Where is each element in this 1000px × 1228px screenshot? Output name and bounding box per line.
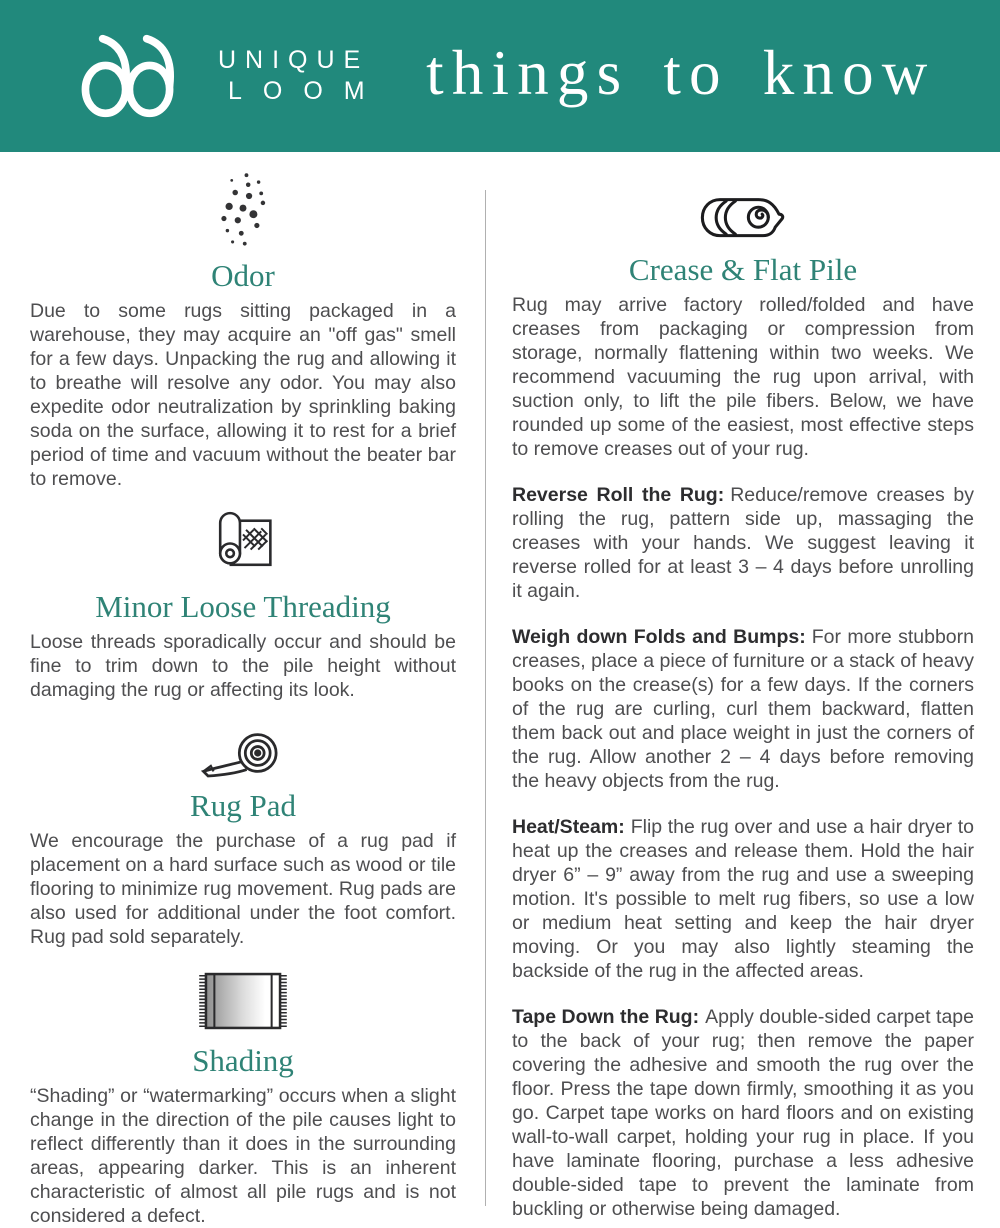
brand-logo [76, 32, 386, 120]
section-body-shading: “Shading” or “watermarking” occurs when a slight change in the direction of the pile causes light to reflect differently than it does in the surrounding areas, appearing darker. This is an inherent characteristic of almost all pile rugs and is not considered a defect. [30, 1085, 456, 1227]
content-area [0, 152, 1000, 1228]
section-heading-loose-threading: Minor Loose Threading [95, 589, 391, 624]
right-column [512, 152, 974, 1221]
step-weigh-down-label: Weigh down Folds and Bumps: [512, 626, 806, 648]
brand-name-line2: LOOM [228, 77, 386, 105]
section-heading-rug-pad: Rug Pad [190, 788, 296, 823]
step-heat-steam-text: Flip the rug over and use a hair dryer to heat up the creases and release them. Hold the hair dryer 6” – 9” away from the rug and use a sweeping motion. It's possible to melt rug fibers, so use a low or medium heat setting and keep the hair dryer moving. Or you may also lightly steaming the backside of the rug in the affected areas. [512, 816, 974, 982]
section-body-odor: Due to some rugs sitting packaged in a warehouse, they may acquire an "off gas" smell for a few days. Unpacking the rug and allowing it to breathe will resolve any odor. You may also expedite odor neutralization by sprinkling baking soda on the surface, allowing it to rest for a brief period of time and vacuum without the beater bar to remove. [30, 300, 456, 490]
section-crease-flat-pile [512, 192, 974, 1221]
section-heading-crease-flat-pile: Crease & Flat Pile [628, 252, 858, 287]
section-body-rug-pad: We encourage the purchase of a rug pad if placement on a hard surface such as wood or tile flooring to minimize rug movement. Rug pads are also used for additional under the foot comfort. Rug pad sold separately. [30, 830, 456, 948]
step-heat-steam [512, 815, 974, 983]
step-tape-down-text: Apply double-sided carpet tape to the back of your rug; then remove the paper covering the adhesive and smooth the rug over the floor. Press the tape down firmly, smoothing it as you go. Carpet tape works on hard floors and on existing wall-to-wall carpet, holding your rug in place. If you have laminate flooring, purchase a less adhesive double-sided tape to prevent the laminate from buckling or otherwise being damaged. [512, 1006, 974, 1220]
step-weigh-down-text: For more stubborn creases, place a piece of furniture or a stack of heavy books on the crease(s) for a few days. If the corners of the rug are curling, curl them backward, flatten them back out and place weight in just the corners of the rug. Allow another 2 – 4 days before removing the heavy objects from the rug. [512, 626, 974, 792]
rug-pad-roll-icon [197, 728, 289, 778]
step-tape-down-label: Tape Down the Rug: [512, 1006, 700, 1028]
step-reverse-roll [512, 483, 974, 603]
left-column [30, 152, 456, 1228]
column-divider [485, 190, 486, 1206]
page-title: things to know [426, 37, 936, 108]
section-odor [30, 170, 456, 491]
brand-name [218, 45, 386, 108]
section-heading-shading: Shading [192, 1043, 294, 1078]
section-loose-threading [30, 505, 456, 702]
step-reverse-roll-label: Reverse Roll the Rug: [512, 484, 725, 506]
section-heading-odor: Odor [211, 258, 275, 293]
unique-loom-logo-icon [76, 32, 202, 120]
step-reverse-roll-text: Reduce/remove creases by rolling the rug, pattern side up, massaging the creases with your hands. We suggest leaving it reverse rolled for at least 3 – 4 days before unrolling it again. [512, 484, 974, 602]
shaded-rug-icon [191, 969, 295, 1033]
section-rug-pad [30, 726, 456, 949]
section-intro-crease-flat-pile: Rug may arrive factory rolled/folded and have creases from packaging or compression from storage, normally flattening within two weeks. We recommend vacuuming the rug upon arrival, with suction only, to lift the pile fibers. Below, we have rounded up some of the easiest, most effective steps to remove creases out of your rug. [512, 294, 974, 460]
section-body-loose-threading: Loose threads sporadically occur and should be fine to trim down to the pile height without damaging the rug or affecting its look. [30, 631, 456, 701]
step-weigh-down [512, 625, 974, 793]
section-shading [30, 967, 456, 1228]
step-tape-down [512, 1005, 974, 1221]
odor-dots-icon [207, 170, 279, 248]
header-banner [0, 0, 1000, 152]
rolled-rug-side-icon [697, 194, 789, 242]
brand-name-line1: UNIQUE [218, 45, 370, 74]
step-heat-steam-label: Heat/Steam: [512, 816, 625, 838]
rolled-rug-weave-icon [205, 505, 281, 579]
